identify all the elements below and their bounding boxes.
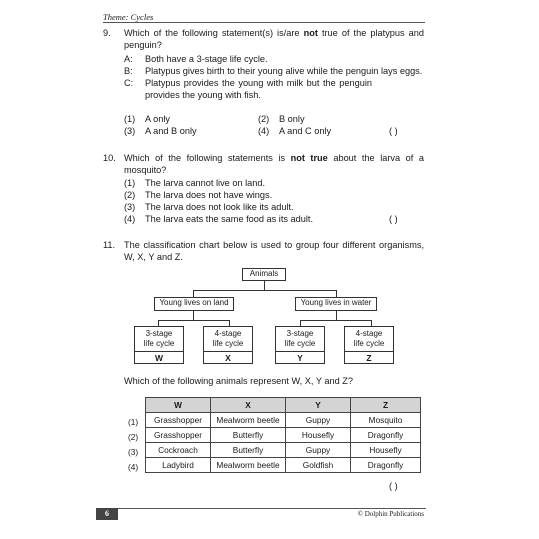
leaf-cycle-text: life cycle [353, 339, 385, 348]
leaf-cycle-text: life cycle [212, 339, 244, 348]
table-cell: Ladybird [146, 458, 211, 473]
q9-statement-c-letter: C: [124, 78, 134, 88]
table-header-row [146, 398, 421, 413]
q9-statement-a: Both have a 3-stage life cycle. [145, 54, 268, 64]
chart-leaf-x [203, 326, 253, 364]
q10-option-4[interactable]: The larva eats the same food as its adult. [145, 214, 314, 224]
leaf-letter-w: W [154, 353, 164, 363]
q9-stem-line2: penguin? [124, 40, 162, 50]
chart-connector [193, 290, 194, 297]
q11-stem-line1: The classification chart below is used to group four different organisms, [124, 240, 424, 250]
table-header-y: Y [286, 398, 351, 413]
q11-number: 11. [103, 240, 116, 250]
table-cell: Mealworm beetle [211, 413, 286, 428]
table-cell: Goldfish [286, 458, 351, 473]
q10-option-4-num[interactable]: (4) [124, 214, 136, 224]
q10-option-3-num[interactable]: (3) [124, 202, 136, 212]
q9-option-3[interactable]: A and B only [145, 126, 197, 136]
q9-statement-c-cont: provides the young with fish. [145, 90, 261, 100]
table-cell: Dragonfly [351, 428, 421, 443]
page-number: 6 [96, 508, 118, 520]
q9-option-1-num[interactable]: (1) [124, 114, 136, 124]
q11-row-label-4[interactable]: (4) [128, 462, 139, 472]
leaf-stage-text: 3-stage [145, 329, 173, 338]
leaf-letter-y: Y [297, 353, 303, 363]
q9-option-3-num[interactable]: (3) [124, 126, 136, 136]
table-cell: Housefly [351, 443, 421, 458]
table-cell: Mealworm beetle [211, 458, 286, 473]
chart-leaf-y [275, 326, 325, 364]
table-cell: Mosquito [351, 413, 421, 428]
q9-option-1[interactable]: A only [145, 114, 171, 124]
q10-answer-box[interactable]: ( ) [389, 214, 398, 224]
q10-stem-line2: mosquito? [124, 165, 167, 175]
chart-connector [336, 290, 337, 297]
q9-statement-a-letter: A: [124, 54, 133, 64]
q9-option-4[interactable]: A and C only [279, 126, 332, 136]
table-cell: Cockroach [146, 443, 211, 458]
table-cell: Guppy [286, 413, 351, 428]
q10-option-2[interactable]: The larva does not have wings. [145, 190, 273, 200]
q11-answer-box[interactable]: ( ) [389, 481, 398, 491]
table-header-w: W [146, 398, 211, 413]
q9-option-2[interactable]: B only [279, 114, 305, 124]
q10-stem-line1: Which of the following statements is not true about the larva of a [124, 153, 424, 163]
table-cell: Dragonfly [351, 458, 421, 473]
q9-answer-box[interactable]: ( ) [389, 126, 398, 136]
chart-connector [264, 281, 265, 290]
table-header-z: Z [351, 398, 421, 413]
chart-leaf-z [344, 326, 394, 364]
table-cell: Grasshopper [146, 413, 211, 428]
table-cell: Guppy [286, 443, 351, 458]
theme-label: Theme: Cycles [103, 12, 154, 22]
leaf-cycle-text: life cycle [143, 339, 175, 348]
footer-rule [96, 508, 426, 509]
chart-connector [336, 311, 337, 320]
table-cell: Grasshopper [146, 428, 211, 443]
chart-water-box: Young lives in water [295, 297, 377, 311]
q11-answer-table [145, 397, 421, 473]
q11-question: Which of the following animals represent W, X, Y and Z? [124, 376, 353, 386]
table-row[interactable] [146, 458, 421, 473]
table-cell: Butterfly [211, 428, 286, 443]
q10-option-2-num[interactable]: (2) [124, 190, 136, 200]
q10-option-1-num[interactable]: (1) [124, 178, 136, 188]
leaf-cycle-text: life cycle [284, 339, 316, 348]
q9-statement-b-letter: B: [124, 66, 133, 76]
q9-option-4-num[interactable]: (4) [258, 126, 270, 136]
table-row[interactable] [146, 428, 421, 443]
table-row[interactable] [146, 413, 421, 428]
table-cell: Housefly [286, 428, 351, 443]
publisher-credit: © Dolphin Publications [357, 510, 424, 518]
q9-option-2-num[interactable]: (2) [258, 114, 270, 124]
chart-leaf-w [134, 326, 184, 364]
q9-stem-line1: Which of the following statement(s) is/are not true of the platypus and [124, 28, 424, 38]
leaf-stage-text: 3-stage [286, 329, 314, 338]
chart-connector [193, 311, 194, 320]
header-rule [103, 22, 425, 23]
q10-option-3[interactable]: The larva does not look like its adult. [145, 202, 294, 212]
leaf-stage-text: 4-stage [355, 329, 383, 338]
q11-row-label-1[interactable]: (1) [128, 417, 139, 427]
leaf-letter-x: X [225, 353, 231, 363]
chart-root-box: Animals [242, 268, 286, 281]
chart-connector [300, 320, 371, 321]
q11-row-label-2[interactable]: (2) [128, 432, 139, 442]
q9-number: 9. [103, 28, 111, 38]
q10-number: 10. [103, 153, 116, 163]
q11-row-label-3[interactable]: (3) [128, 447, 139, 457]
leaf-letter-z: Z [366, 353, 372, 363]
chart-connector [193, 290, 336, 291]
chart-land-box: Young lives on land [154, 297, 234, 311]
chart-connector [158, 320, 229, 321]
q11-stem-line2: W, X, Y and Z. [124, 252, 183, 262]
table-cell: Butterfly [211, 443, 286, 458]
q10-option-1[interactable]: The larva cannot live on land. [145, 178, 266, 188]
table-row[interactable] [146, 443, 421, 458]
leaf-stage-text: 4-stage [214, 329, 242, 338]
q9-statement-b: Platypus gives birth to their young alive while the penguin lays eggs. [145, 66, 423, 76]
q9-statement-c: Platypus provides the young with milk but the penguin [145, 78, 372, 88]
table-header-x: X [211, 398, 286, 413]
